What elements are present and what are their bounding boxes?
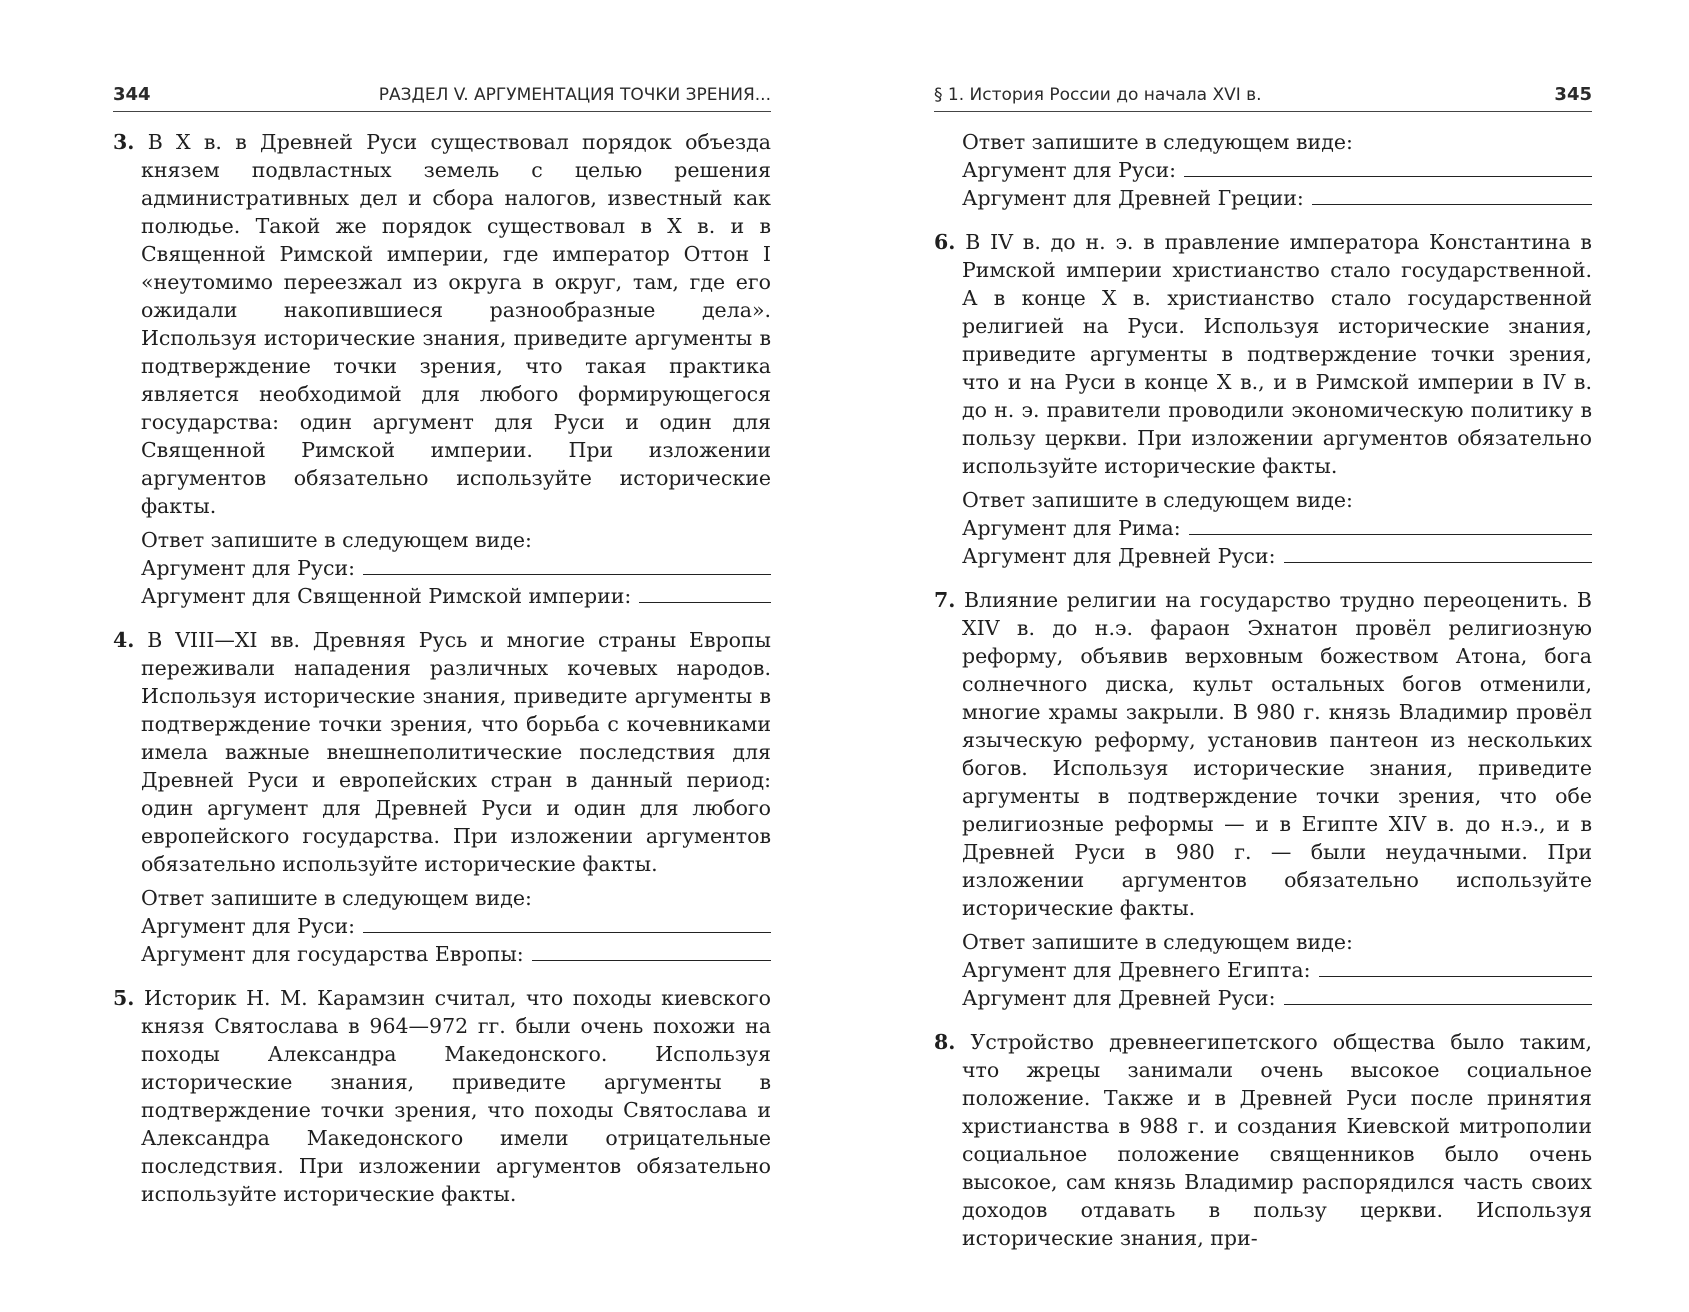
answer-intro: Ответ запишите в следующем виде: <box>141 886 532 910</box>
right-running-head <box>934 84 1592 112</box>
right-running-title: § 1. История России до начала XVI в. <box>934 85 1262 105</box>
answer-template <box>934 486 1592 570</box>
task-number: 6. <box>934 230 956 254</box>
task-text: В X в. в Древней Руси существовал порядок объезда князем подвластных земель с целью решения административных дел и сбора налогов, известный как полюдье. Такой же порядок существовал в X в. и в Священной Римской империи, где император Оттон I «неутомимо переезжал из округа в округ, там, где его ожидали накопившиеся разнообразные дела». Используя исторические знания, приведите аргументы в подтверждение точки зрения, что такая практика является необходимой для любого формирующегося государства: один аргумент для Руси и один для Священной Римской империи. При изложении аргументов обязательно используйте исторические факты. <box>141 130 771 518</box>
task-text: Устройство древнеегипетского общества было таким, что жрецы занимали очень высокое социальное положение. Также и в Древней Руси после принятия христианства в 988 г. и создания Киевской митрополии социальное положение священников было очень высокое, сам князь Владимир распорядился часть своих доходов отдавать в пользу церкви. Используя исторические знания, при- <box>962 1030 1592 1250</box>
right-page <box>934 84 1592 1268</box>
task-3 <box>113 128 771 610</box>
answer-blank <box>1184 156 1592 177</box>
task-7 <box>934 586 1592 1012</box>
left-running-title: РАЗДЕЛ V. АРГУМЕНТАЦИЯ ТОЧКИ ЗРЕНИЯ... <box>378 85 771 105</box>
task-number: 8. <box>934 1030 956 1054</box>
left-page-number: 344 <box>113 84 151 105</box>
answer-line-label: Аргумент для Древней Греции: <box>962 186 1304 210</box>
answer-line-label: Аргумент для Руси: <box>141 556 356 580</box>
answer-line-label: Аргумент для Древней Руси: <box>962 544 1276 568</box>
task-4 <box>113 626 771 968</box>
answer-template <box>113 884 771 968</box>
answer-blank <box>1312 184 1592 205</box>
answer-blank <box>363 554 771 575</box>
answer-line-label: Аргумент для Рима: <box>962 516 1181 540</box>
right-page-number: 345 <box>1554 84 1592 105</box>
answer-blank <box>1189 514 1592 535</box>
answer-line-label: Аргумент для государства Европы: <box>141 942 524 966</box>
answer-blank <box>1319 956 1593 977</box>
task-text: В VIII—XI вв. Древняя Русь и многие страны Европы переживали нападения различных кочевых народов. Используя исторические знания, приведите аргументы в подтверждение точки зрения, что борьба с кочевниками имела важные внешнеполитические последствия для Древней Руси и европейских стран в данный период: один аргумент для Древней Руси и один для любого европейского государства. При изложении аргументов обязательно используйте исторические факты. <box>141 628 771 876</box>
task-6 <box>934 228 1592 570</box>
answer-intro: Ответ запишите в следующем виде: <box>962 130 1353 154</box>
right-page-body <box>934 128 1592 1252</box>
answer-line-label: Аргумент для Руси: <box>141 914 356 938</box>
answer-template <box>934 928 1592 1012</box>
answer-blank <box>532 940 771 961</box>
task-text: Влияние религии на государство трудно переоценить. В XIV в. до н.э. фараон Эхнатон провёл религиозную реформу, объявив верховным божеством Атона, бога солнечного диска, культ остальных богов отменили, многие храмы закрыли. В 980 г. князь Владимир провёл языческую реформу, установив пантеон из нескольких богов. Используя исторические знания, приведите аргументы в подтверждение точки зрения, что обе религиозные реформы — и в Египте XIV в. до н.э., и в Древней Руси в 980 г. — были неудачными. При изложении аргументов обязательно используйте исторические факты. <box>962 588 1592 920</box>
task-number: 3. <box>113 130 135 154</box>
left-page-body <box>113 128 771 1208</box>
answer-line-label: Аргумент для Руси: <box>962 158 1177 182</box>
task-number: 4. <box>113 628 135 652</box>
answer-line-label: Аргумент для Древнего Египта: <box>962 958 1311 982</box>
answer-blank <box>1284 542 1593 563</box>
task-5-continued-answer <box>934 128 1592 212</box>
answer-intro: Ответ запишите в следующем виде: <box>141 528 532 552</box>
task-5 <box>113 984 771 1208</box>
task-number: 5. <box>113 986 135 1010</box>
answer-blank <box>1284 984 1593 1005</box>
answer-blank <box>639 582 771 603</box>
answer-line-label: Аргумент для Древней Руси: <box>962 986 1276 1010</box>
task-8 <box>934 1028 1592 1252</box>
answer-line-label: Аргумент для Священной Римской империи: <box>141 584 632 608</box>
answer-intro: Ответ запишите в следующем виде: <box>962 488 1353 512</box>
left-running-head <box>113 84 771 112</box>
task-text: В IV в. до н. э. в правление императора Константина в Римской империи христианство стало государственной. А в конце X в. христианство стало государственной религией на Руси. Используя исторические знания, приведите аргументы в подтверждение точки зрения, что и на Руси в конце X в., и в Римской империи в IV в. до н. э. правители проводили экономическую политику в пользу церкви. При изложении аргументов обязательно используйте исторические факты. <box>962 230 1592 478</box>
answer-intro: Ответ запишите в следующем виде: <box>962 930 1353 954</box>
task-text: Историк Н. М. Карамзин считал, что походы киевского князя Святослава в 964—972 гг. были очень похожи на походы Александра Македонского. Используя исторические знания, приведите аргументы в подтверждение точки зрения, что походы Святослава и Александра Македонского имели отрицательные последствия. При изложении аргументов обязательно используйте исторические факты. <box>141 986 771 1206</box>
left-page <box>113 84 771 1224</box>
answer-blank <box>363 912 771 933</box>
answer-template <box>113 526 771 610</box>
task-number: 7. <box>934 588 956 612</box>
